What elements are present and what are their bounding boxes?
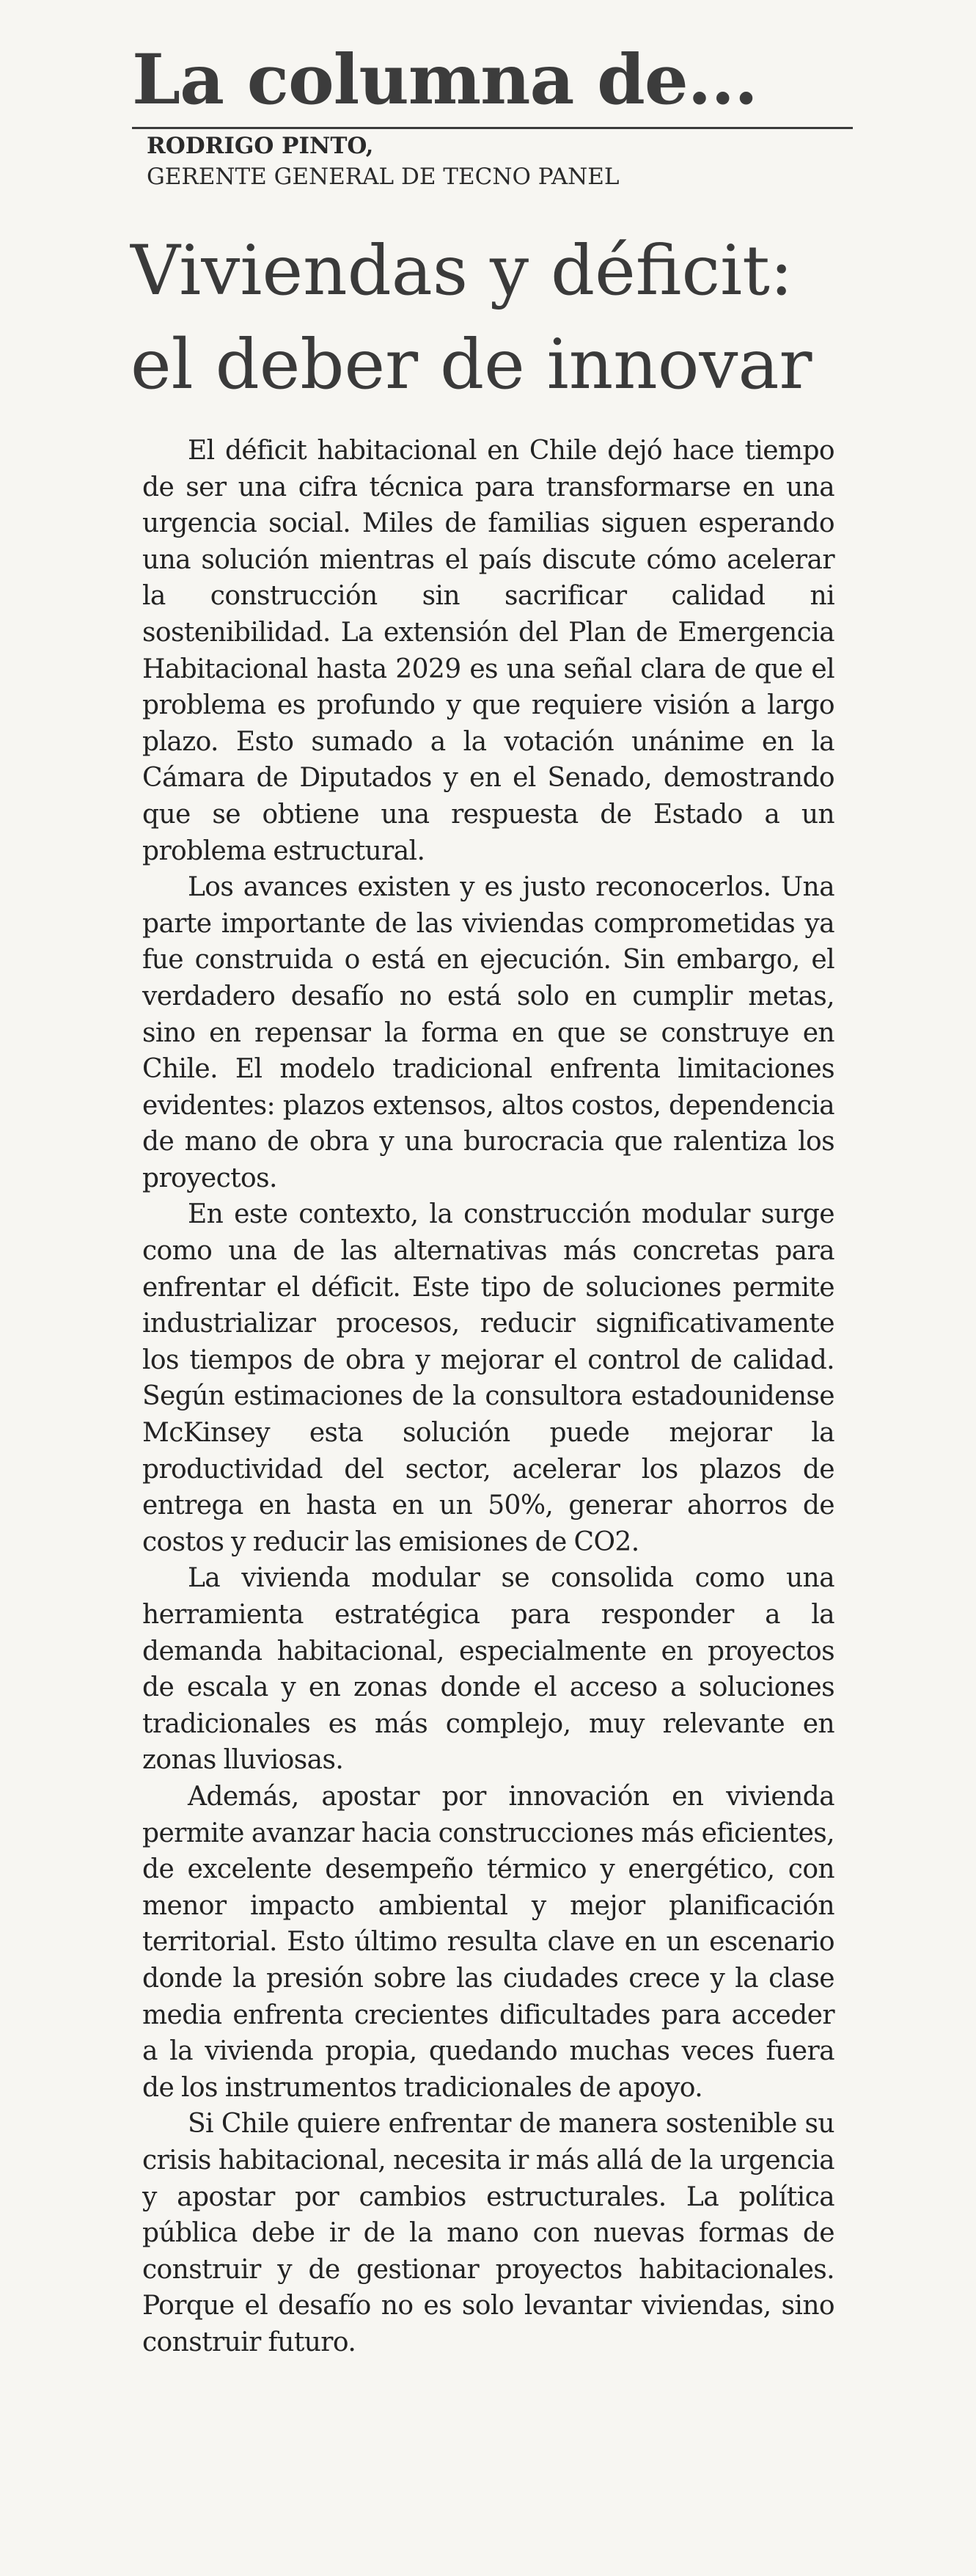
paragraph: En este contexto, la construcción modular surge como una de las alternativas más concretas para enfrentar el déficit. Este tipo de soluciones permite industrializar procesos, reducir significativamente los tiempos de obra y mejorar el control de calidad. Según estimaciones de la consultora estadounidense McKinsey esta solución puede mejorar la productividad del sector, acelerar los plazos de entrega en hasta en un 50%, generar ahorros de costos y reducir las emisiones de CO2. (142, 1199, 834, 1557)
section-title: La columna de... (132, 40, 757, 120)
paragraph: Si Chile quiere enfrentar de manera sostenible su crisis habitacional, necesita ir más allá de la urgencia y apostar por cambios estructurales. La política pública debe ir de la mano con nuevas formas de construir y de gestionar proyectos habitacionales. Porque el desafío no es solo levantar viviendas, sino construir futuro. (142, 2109, 834, 2357)
headline-line-1: Viviendas y déficit: (131, 231, 793, 311)
paragraph: Además, apostar por innovación en vivienda permite avanzar hacia construcciones más eficientes, de excelente desempeño térmico y energético, con menor impacto ambiental y mejor planificación territorial. Esto último resulta clave en un escenario donde la presión sobre las ciudades crece y la clase media enfrenta crecientes dificultades para acceder a la vivienda propia, quedando muchas veces fuera de los instrumentos tradicionales de apoyo. (142, 1781, 834, 2103)
paragraph: Los avances existen y es justo reconocerlos. Una parte importante de las viviendas comprometidas ya fue construida o está en ejecución. Sin embargo, el verdadero desafío no está solo en cumplir metas, sino en repensar la forma en que se construye en Chile. El modelo tradicional enfrenta limitaciones evidentes: plazos extensos, altos costos, dependencia de mano de obra y una burocracia que ralentiza los proyectos. (142, 872, 834, 1193)
section-divider (132, 127, 853, 129)
headline-line-2: el deber de innovar (131, 325, 812, 405)
author-role: GERENTE GENERAL DE TECNO PANEL (147, 164, 620, 190)
author-name: RODRIGO PINTO, (147, 133, 374, 159)
article-headline (131, 224, 864, 412)
article-body (142, 433, 834, 2360)
paragraph: La vivienda modular se consolida como una herramienta estratégica para responder a la demanda habitacional, especialmente en proyectos de escala y en zonas donde el acceso a soluciones tradicionales es más complejo, muy relevante en zonas lluviosas. (142, 1563, 834, 1776)
paragraph: El déficit habitacional en Chile dejó hace tiempo de ser una cifra técnica para transformarse en una urgencia social. Miles de familias siguen esperando una solución mientras el país discute cómo acelerar la construcción sin sacrificar calidad ni sostenibilidad. La extensión del Plan de Emergencia Habitacional hasta 2029 es una señal clara de que el problema es profundo y que requiere visión a largo plazo. Esto sumado a la votación unánime en la Cámara de Diputados y en el Senado, demostrando que se obtiene una respuesta de Estado a un problema estructural. (142, 436, 834, 866)
